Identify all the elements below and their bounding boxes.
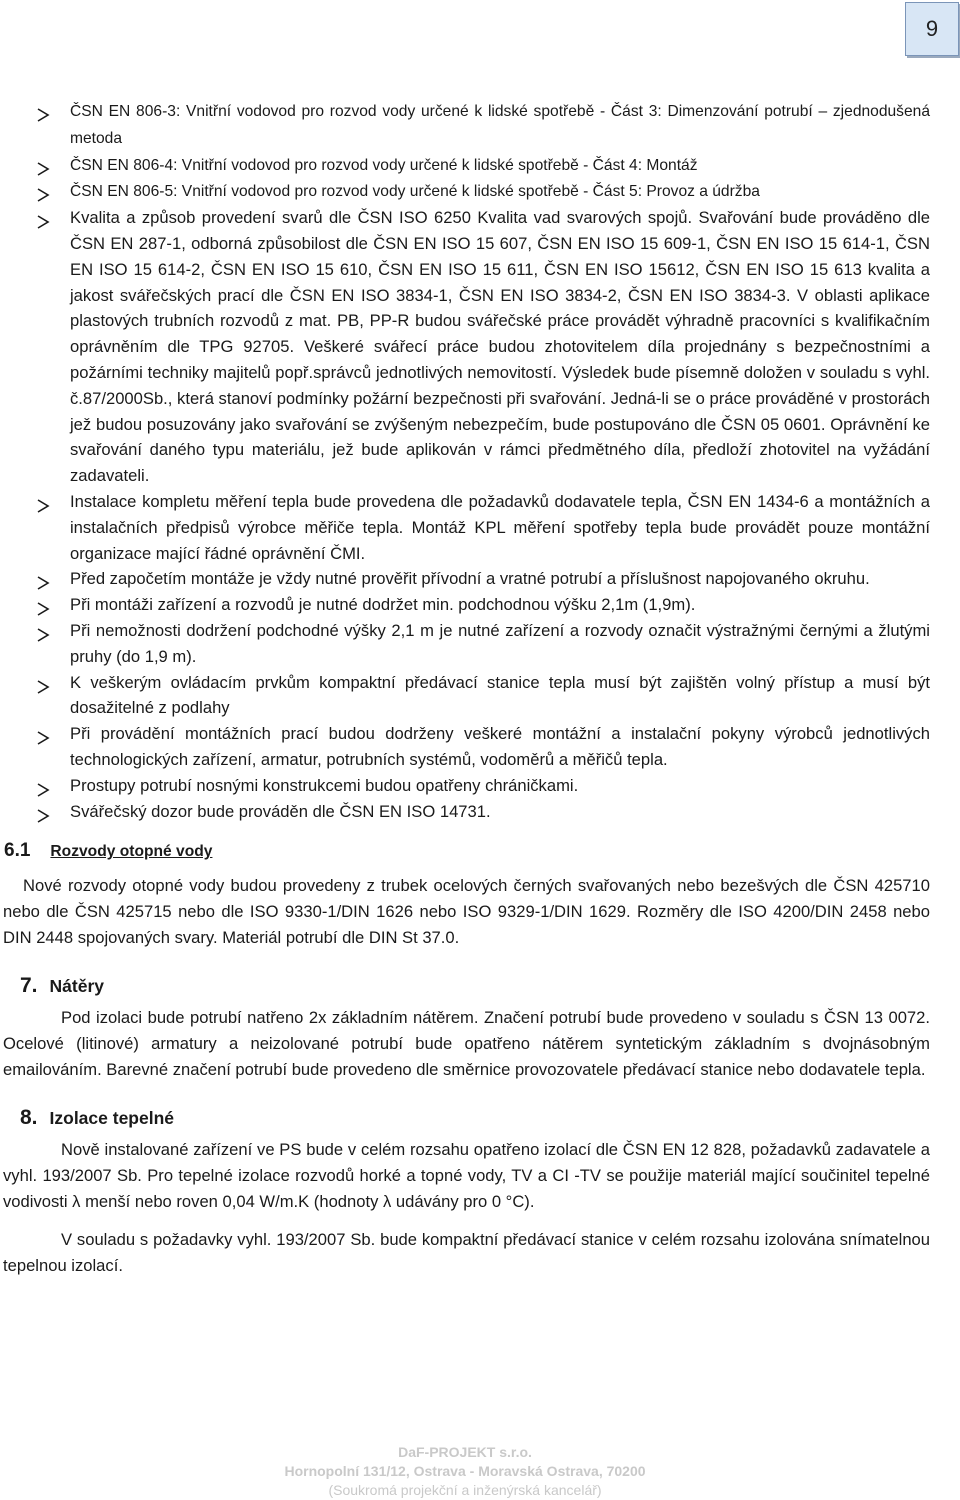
list-item: K veškerým ovládacím prvkům kompaktní předávací stanice tepla musí být zajištěn volný přístup a musí být dosažitelné z podlahy [70,670,930,722]
section-6-1-heading [0,838,930,865]
section-6-1-text: Nové rozvody otopné vody budou provedeny z trubek ocelových černých svařovaných nebo bezešvých dle ČSN 425710 nebo dle ČSN 425715 nebo dle ISO 9330-1/DIN 1626 nebo ISO 9329-1/DIN 1629. Rozměry dle ISO 4200/DIN 2458 nebo DIN 2448 spojovaných svary. Materiál potrubí dle DIN St 37.0. [3,876,930,947]
list-item: Prostupy potrubí nosnými konstrukcemi budou opatřeny chráničkami. [70,773,930,799]
list-item: Při nemožnosti dodržení podchodné výšky 2,1 m je nutné zařízení a rozvody označit výstražnými černými a žlutými pruhy (do 1,9 m). [70,618,930,670]
requirements-list [0,98,930,824]
paragraph-spacer [0,1215,930,1227]
section-7-heading [0,973,930,1000]
footer-note: (Soukromá projekční a inženýrská kancelář) [328,1482,602,1498]
list-item: Svářečský dozor bude prováděn dle ČSN EN ISO 14731. [70,799,930,825]
arrow-bullet-icon [36,805,50,819]
section-number: 8. [20,1105,38,1129]
footer-address: Hornopolní 131/12, Ostrava - Moravská Ostrava, 70200 [284,1463,646,1479]
list-item: Kvalita a způsob provedení svarů dle ČSN ISO 6250 Kvalita vad svarových spojů. Svařování bude prováděno dle ČSN EN 287-1, odborná způsobilost dle ČSN EN ISO 15 607, ČSN EN ISO 15 609-1, ČSN EN ISO 15 614-1, ČSN EN ISO 15 614-2, ČSN EN ISO 15 610, ČSN EN ISO 15 611, ČSN EN ISO 15612, ČSN EN ISO 15 613 kvalita a jakost svářečských prací dle ČSN EN ISO 3834-1, ČSN EN ISO 3834-2, ČSN EN ISO 3834-3. V oblasti aplikace plastových trubních rozvodů z mat. PB, PP-R budou svářečské práce provádět výhradně pracovníci s kvalifikačním oprávněním dle TPG 92705. Veškeré svářecí práce budou zhotovitelem díla projednány s bezpečnostními a požárními techniky majitelů popř.správců jednotlivých nemovitostí. Výsledek bude písemně doložen v souladu s vyhl. č.87/2000Sb., která stanoví podmínky požární bezpečnosti při svařování. Jedná-li se o práce prováděné v prostorách jež budou posuzovány jako svařování se zvýšeným nebezpečím, bude postupováno dle ČSN 05 0601. Oprávnění ke svařování daného typu materiálu, jež bude aplikován v rámci předmětného díla, předloží zhotovitel na vyžádání zadavateli. [70,205,930,489]
section-title: Nátěry [49,975,104,996]
document-body [0,98,930,1278]
list-item: Při montáži zařízení a rozvodů je nutné dodržet min. podchodnou výšku 2,1m (1,9m). [70,592,930,618]
footer-company: DaF-PROJEKT s.r.o. [398,1444,532,1460]
page-number: 9 [905,2,959,56]
list-item: Při provádění montážních prací budou dodrženy veškeré montážní a instalační pokyny výrobců jednotlivých technologických zařízení, armatur, potrubních systémů, vodoměrů a měřičů tepla. [70,721,930,773]
list-item: Instalace kompletu měření tepla bude provedena dle požadavků dodavatele tepla, ČSN EN 1434-6 a montážních a instalačních předpisů výrobce měřiče tepla. Montáž KPL měření spotřeby tepla bude provádět pouze montážní organizace mající řádné oprávnění ČMI. [70,489,930,566]
arrow-bullet-icon [36,495,50,509]
arrow-bullet-icon [36,184,50,198]
arrow-bullet-icon [36,211,50,225]
arrow-bullet-icon [36,104,50,118]
section-title: Rozvody otopné vody [50,843,213,861]
arrow-bullet-icon [36,572,50,586]
section-8-text-2: V souladu s požadavky vyhl. 193/2007 Sb. bude kompaktní předávací stanice v celém rozsahu izolována snímatelnou tepelnou izolací. [3,1229,930,1275]
list-item: ČSN EN 806-5: Vnitřní vodovod pro rozvod vody určené k lidské spotřebě - Část 5: Provoz a údržba [70,178,930,205]
section-7-text: Pod izolaci bude potrubí natřeno 2x základním nátěrem. Značení potrubí bude provedeno v souladu s ČSN 13 0072. Ocelové (litinové) armatury a neizolované potrubí bude opatřeno nátěrem syntetickým základním s dvojnásobným emailováním. Barevné značení potrubí bude provedeno dle směrnice provozovatele předávací stanice nebo dodavatele tepla. [3,1008,930,1079]
arrow-bullet-icon [36,779,50,793]
arrow-bullet-icon [36,727,50,741]
section-8-text-1: Nově instalované zařízení ve PS bude v celém rozsahu opatřeno izolací dle ČSN EN 12 828, požadavků zadavatele a vyhl. 193/2007 Sb. Pro tepelné izolace rozvodů horké a topné vody, TV a CI -TV se použije materiál mající součinitel tepelné vodivosti λ menší nebo roven 0,04 W/m.K (hodnoty λ udávány pro 0 °C). [3,1140,930,1212]
list-item: Před započetím montáže je vždy nutné prověřit přívodní a vratné potrubí a příslušnost napojovaného okruhu. [70,566,930,592]
list-item: ČSN EN 806-4: Vnitřní vodovod pro rozvod vody určené k lidské spotřebě - Část 4: Montáž [70,152,930,179]
arrow-bullet-icon [36,676,50,690]
arrow-bullet-icon [36,598,50,612]
arrow-bullet-icon [36,158,50,172]
page-footer [0,1443,930,1500]
arrow-bullet-icon [36,624,50,638]
section-8-heading [0,1105,930,1132]
section-number: 6.1 [4,840,31,862]
section-number: 7. [20,973,38,997]
list-item: ČSN EN 806-3: Vnitřní vodovod pro rozvod vody určené k lidské spotřebě - Část 3: Dimenzování potrubí – zjednodušená metoda [70,98,930,152]
section-title: Izolace tepelné [49,1107,175,1128]
